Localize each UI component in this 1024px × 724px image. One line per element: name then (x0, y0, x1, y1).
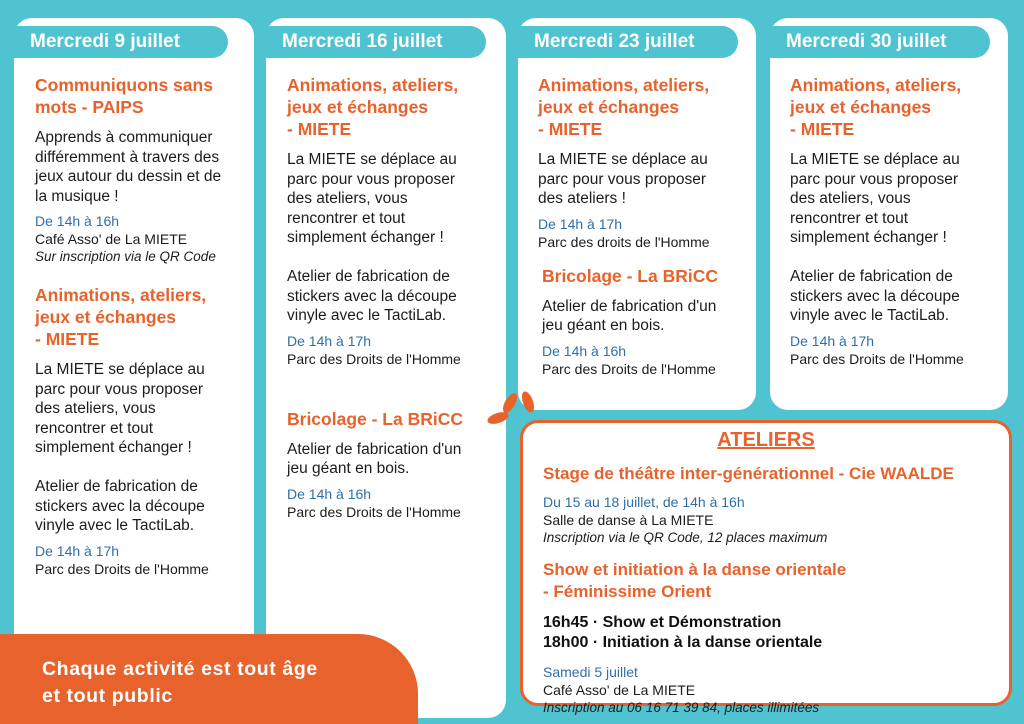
event-title: Animations, ateliers, jeux et échanges - MIETE (287, 75, 459, 139)
event-description: Apprends à communiquer différemment à travers des jeux autour du dessin et de la musique ! (35, 129, 222, 205)
event-title: Bricolage - La BRiCC (542, 265, 718, 286)
event-title: Animations, ateliers, jeux et échanges - MIETE (538, 75, 710, 139)
show-title: Show et initiation à la danse orientale - Féminissime Orient (543, 560, 847, 601)
day-label-4: Mercredi 30 juillet (770, 26, 990, 58)
day-label-1: Mercredi 9 juillet (14, 26, 228, 58)
event-title: Animations, ateliers, jeux et échanges - MIETE (35, 285, 207, 349)
event-place: Parc des Droits de l'Homme (287, 503, 461, 520)
all-ages-banner (0, 634, 418, 724)
event-time: De 14h à 17h (35, 542, 120, 559)
event-title: Bricolage - La BRiCC (287, 408, 463, 429)
day-column-2 (287, 74, 502, 521)
ateliers-box (520, 420, 1012, 715)
event-time: De 14h à 16h (287, 485, 372, 502)
banner-text: Chaque activité est tout âge et tout public (42, 658, 318, 707)
show-place: Café Asso' de La MIETE (543, 682, 696, 698)
event-description: Atelier de fabrication d'un jeu géant en bois. (287, 440, 462, 477)
day-column-1 (35, 74, 250, 578)
event-place: Café Asso' de La MIETE (35, 231, 188, 247)
show-schedule-2: 18h00 · Initiation à la danse orientale (543, 634, 823, 651)
event-time: De 14h à 16h (35, 213, 120, 229)
day-column-4 (790, 74, 1005, 368)
event-place: Parc des Droits de l'Homme (790, 350, 964, 367)
event-description: La MIETE se déplace au parc pour vous proposer des ateliers, vous rencontrer et tout simplement échanger ! Atelier de fabrication de stickers avec la découpe vinyle avec le TactiLab. (287, 151, 457, 324)
event-title: Animations, ateliers, jeux et échanges - MIETE (790, 75, 962, 139)
event-time: De 14h à 17h (538, 215, 623, 232)
event-title: Communiquons sans mots - PAIPS (35, 75, 213, 117)
day-label-3: Mercredi 23 juillet (518, 26, 738, 58)
event-description: La MIETE se déplace au parc pour vous proposer des ateliers, vous rencontrer et tout simplement échanger ! Atelier de fabrication de stickers avec la découpe vinyle avec le TactiLab. (35, 361, 205, 534)
day-label-2: Mercredi 16 juillet (266, 26, 486, 58)
event-place: Parc des Droits de l'Homme (35, 560, 209, 577)
show-date: Samedi 5 juillet (543, 664, 638, 680)
stage-time: Du 15 au 18 juillet, de 14h à 16h (543, 494, 745, 510)
event-place: Parc des droits de l'Homme (538, 233, 710, 250)
event-place: Parc des Droits de l'Homme (287, 350, 461, 367)
stage-note: Inscription via le QR Code, 12 places maximum (543, 530, 828, 545)
event-description: La MIETE se déplace au parc pour vous proposer des ateliers ! (538, 151, 708, 207)
event-time: De 14h à 17h (287, 332, 372, 349)
event-note: Sur inscription via le QR Code (35, 249, 216, 264)
event-description: Atelier de fabrication d'un jeu géant en bois. (542, 297, 717, 334)
show-schedule-1: 16h45 · Show et Démonstration (543, 614, 782, 631)
stage-place: Salle de danse à La MIETE (543, 512, 714, 528)
show-note: Inscription au 06 16 71 39 84, places illimitées (543, 700, 820, 715)
event-place: Parc des Droits de l'Homme (542, 360, 716, 377)
day-column-3 (538, 74, 753, 378)
ateliers-heading: ATELIERS (717, 429, 815, 451)
event-description: La MIETE se déplace au parc pour vous proposer des ateliers, vous rencontrer et tout simplement échanger ! Atelier de fabrication de stickers avec la découpe vinyle avec le TactiLab. (790, 151, 960, 324)
event-time: De 14h à 17h (790, 332, 875, 349)
event-time: De 14h à 16h (542, 342, 627, 359)
stage-title: Stage de théâtre inter-générationnel - Cie WAALDE (543, 464, 954, 483)
